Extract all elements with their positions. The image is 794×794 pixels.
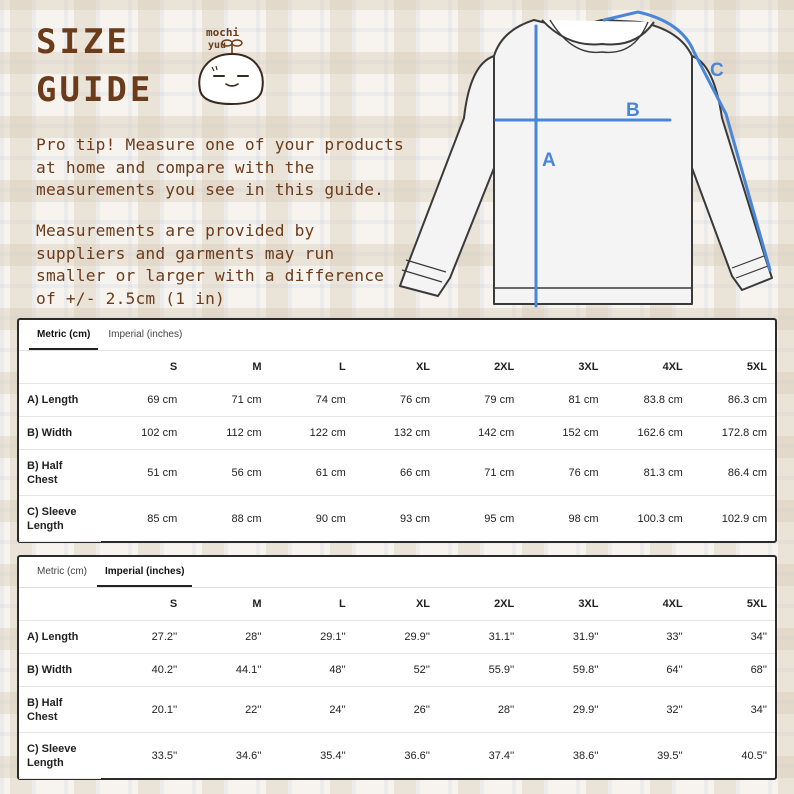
size-table — [19, 588, 775, 779]
size-header: 2XL — [438, 351, 522, 384]
row-label — [19, 621, 101, 654]
row-label-line: A) Length — [27, 631, 79, 643]
row-label — [19, 450, 101, 496]
size-header: 4XL — [607, 588, 691, 621]
table-row — [19, 621, 775, 654]
measurement-cell: 83.8 cm — [607, 384, 691, 417]
measurement-cell: 95 cm — [484, 512, 515, 525]
measurement-cell: 76 cm — [354, 384, 438, 417]
intro-disclaimer: Measurements are provided by suppliers and garments may run smaller or larger with a difference of +/- 2.5cm (1 in) — [36, 221, 385, 308]
measurement-cell: 52'' — [354, 654, 438, 687]
row-label-line: Length — [27, 519, 64, 532]
intro-tip: Pro tip! Measure one of your products at home and compare with the measurements you see in this guide. — [36, 135, 404, 199]
row-label-line: B) Half — [27, 696, 63, 709]
size-header: 3XL — [522, 351, 606, 384]
measurement-cell: 132 cm — [354, 417, 438, 450]
measurement-cell: 76 cm — [522, 450, 606, 496]
measurement-cell: 102 cm — [101, 417, 185, 450]
unit-tabs — [19, 320, 775, 351]
measurement-cell: 93 cm — [400, 512, 430, 525]
measurement-cell: 102.9 cm — [721, 512, 767, 525]
mochi-logo-icon — [192, 22, 270, 108]
measurement-cell: 27.2'' — [101, 621, 185, 654]
row-label-line: Chest — [27, 710, 58, 723]
measurement-cell: 34'' — [691, 687, 775, 733]
size-header: 5XL — [691, 351, 775, 384]
measurement-cell: 88 cm — [231, 512, 262, 525]
table-row — [19, 384, 775, 417]
measurement-cell: 64'' — [607, 654, 691, 687]
measurement-cell: 66 cm — [354, 450, 438, 496]
brand-line-2: yuu — [208, 40, 227, 51]
measurement-cell: 51 cm — [101, 450, 185, 496]
table-row — [19, 654, 775, 687]
table-row — [19, 496, 775, 542]
measurement-cell: 36.6'' — [404, 749, 430, 762]
measurement-cell: 35.4'' — [320, 749, 346, 762]
measurement-cell: 90 cm — [315, 512, 346, 525]
measurement-cell: 37.4'' — [488, 749, 515, 762]
table-row — [19, 733, 775, 779]
size-table — [19, 351, 775, 542]
measurement-cell: 34.6'' — [235, 749, 262, 762]
measurement-cell: 74 cm — [270, 384, 354, 417]
measurement-cell: 22'' — [185, 687, 269, 733]
tab-metric[interactable]: Metric (cm) — [37, 566, 87, 577]
measure-label-b: B — [626, 100, 640, 121]
size-header: 3XL — [522, 588, 606, 621]
measurement-cell: 40.5'' — [741, 749, 767, 762]
row-label — [19, 417, 101, 450]
size-header-row — [19, 588, 775, 621]
measurement-cell: 152 cm — [522, 417, 606, 450]
measurement-cell: 39.5'' — [657, 749, 683, 762]
row-label — [19, 384, 101, 417]
tab-imperial[interactable]: Imperial (inches) — [108, 329, 183, 340]
table-row — [19, 450, 775, 496]
measurement-cell: 100.3 cm — [637, 512, 683, 525]
sweater-diagram — [392, 8, 794, 318]
measurement-cell: 85 cm — [147, 512, 178, 525]
sweater-right-sleeve — [692, 56, 772, 290]
measurement-cell: 112 cm — [185, 417, 269, 450]
size-header: M — [185, 588, 269, 621]
row-label-line: Length — [27, 756, 64, 769]
measurement-cell: 28'' — [438, 687, 522, 733]
brand-line-1: mochi — [206, 26, 240, 39]
measurement-cell: 61 cm — [270, 450, 354, 496]
row-label-line: C) Sleeve — [27, 505, 77, 518]
row-label-line: C) Sleeve — [27, 742, 77, 755]
table-row — [19, 417, 775, 450]
measurement-cell: 20.1'' — [101, 687, 185, 733]
size-header: S — [101, 588, 185, 621]
size-header: XL — [354, 588, 438, 621]
size-header: M — [185, 351, 269, 384]
size-header: 4XL — [607, 351, 691, 384]
measurement-cell: 28'' — [185, 621, 269, 654]
size-header: L — [270, 588, 354, 621]
size-header: 5XL — [691, 588, 775, 621]
measurement-cell: 44.1'' — [185, 654, 269, 687]
unit-tabs — [19, 557, 775, 588]
sweater-left-sleeve — [400, 56, 494, 296]
size-header: L — [270, 351, 354, 384]
measurement-cell: 81.3 cm — [607, 450, 691, 496]
measurement-cell: 162.6 cm — [607, 417, 691, 450]
measurement-cell: 24'' — [270, 687, 354, 733]
measurement-cell: 32'' — [607, 687, 691, 733]
row-label-line: B) Half — [27, 459, 63, 472]
size-header: 2XL — [438, 588, 522, 621]
measurement-cell: 56 cm — [185, 450, 269, 496]
row-label-line: Chest — [27, 473, 58, 486]
measurement-cell: 71 cm — [185, 384, 269, 417]
measurement-cell: 31.9'' — [522, 621, 606, 654]
measurement-cell: 33.5'' — [151, 749, 178, 762]
measurement-cell: 34'' — [691, 621, 775, 654]
measurement-cell: 86.4 cm — [691, 450, 775, 496]
measure-label-c: C — [710, 60, 724, 81]
title-line-1: SIZE — [36, 22, 130, 62]
measurement-cell: 69 cm — [101, 384, 185, 417]
row-label-line: B) Width — [27, 427, 73, 439]
size-header: XL — [354, 351, 438, 384]
table-row — [19, 687, 775, 733]
measurement-cell: 142 cm — [438, 417, 522, 450]
sweater-body — [494, 20, 692, 304]
measurement-cell: 29.1'' — [270, 621, 354, 654]
measurement-cell: 33'' — [607, 621, 691, 654]
measurement-cell: 71 cm — [438, 450, 522, 496]
size-table-metric — [17, 318, 777, 543]
measurement-cell: 81 cm — [522, 384, 606, 417]
measure-label-a: A — [542, 150, 556, 171]
row-label-line: B) Width — [27, 664, 73, 676]
measurement-cell: 29.9'' — [522, 687, 606, 733]
measurement-cell: 26'' — [354, 687, 438, 733]
measurement-cell: 29.9'' — [354, 621, 438, 654]
size-table-imperial — [17, 555, 777, 780]
row-label — [19, 654, 101, 687]
measurement-cell: 40.2'' — [101, 654, 185, 687]
measurement-cell: 172.8 cm — [691, 417, 775, 450]
measurement-cell: 55.9'' — [438, 654, 522, 687]
title-line-2: GUIDE — [36, 70, 154, 110]
measurement-cell: 59.8'' — [522, 654, 606, 687]
measurement-cell: 98 cm — [568, 512, 599, 525]
measurement-cell: 38.6'' — [572, 749, 599, 762]
tab-metric[interactable]: Metric (cm) — [29, 320, 98, 350]
measurement-cell: 86.3 cm — [691, 384, 775, 417]
row-label — [19, 496, 101, 542]
measurement-cell: 68'' — [691, 654, 775, 687]
row-label-line: A) Length — [27, 394, 79, 406]
measurement-cell: 122 cm — [270, 417, 354, 450]
row-label — [19, 687, 101, 733]
tab-imperial[interactable]: Imperial (inches) — [97, 557, 192, 587]
row-label — [19, 733, 101, 779]
measurement-cell: 79 cm — [438, 384, 522, 417]
measurement-cell: 31.1'' — [438, 621, 522, 654]
size-header: S — [101, 351, 185, 384]
size-header-row — [19, 351, 775, 384]
measurement-cell: 48'' — [270, 654, 354, 687]
